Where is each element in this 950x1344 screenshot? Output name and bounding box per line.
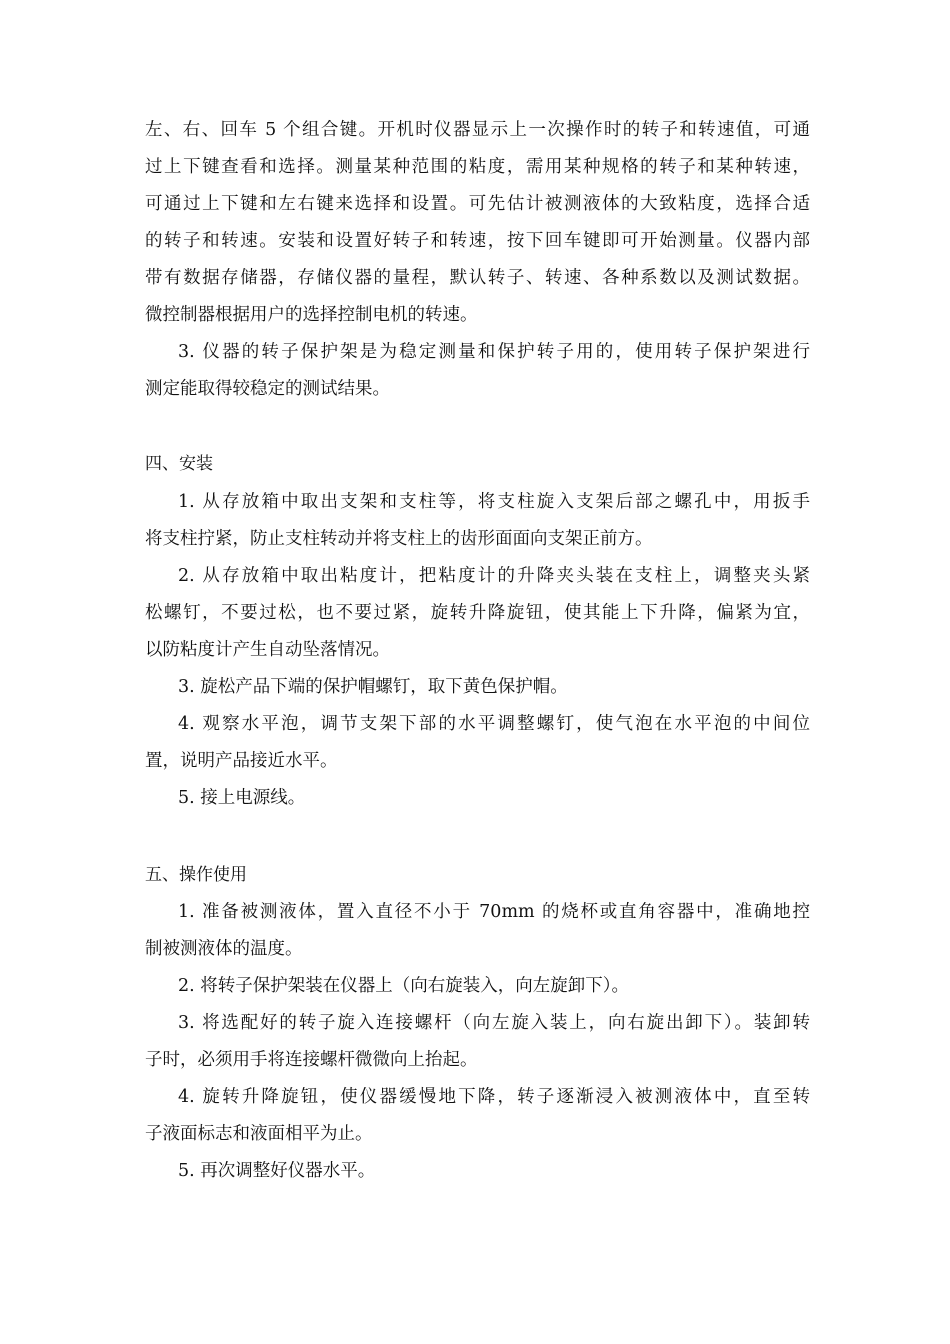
list-item-line: 5. 接上电源线。 (178, 788, 306, 808)
list-item-line: 松螺钉，不要过松，也不要过紧，旋转升降旋钮，使其能上下升降，偏紧为宜， (145, 603, 810, 623)
list-item-line: 1. 准备被测液体，置入直径不小于 70mm 的烧杯或直角容器中，准确地控 (178, 902, 810, 922)
list-item-line: 测定能取得较稳定的测试结果。 (145, 379, 390, 399)
section-heading: 四、安装 (145, 454, 213, 474)
list-item-line: 子时，必须用手将连接螺杆微微向上抬起。 (145, 1050, 478, 1070)
paragraph-line: 可通过上下键和左右键来选择和设置。可先估计被测液体的大致粘度，选择合适 (145, 194, 810, 214)
list-item-line: 5. 再次调整好仪器水平。 (178, 1161, 376, 1181)
list-item-line: 2. 从存放箱中取出粘度计，把粘度计的升降夹头装在支柱上，调整夹头紧 (178, 566, 810, 586)
section-heading: 五、操作使用 (145, 865, 247, 885)
list-item-line: 置，说明产品接近水平。 (145, 751, 338, 771)
list-item-line: 3. 旋松产品下端的保护帽螺钉，取下黄色保护帽。 (178, 677, 568, 697)
paragraph-line: 微控制器根据用户的选择控制电机的转速。 (145, 305, 478, 325)
list-item-line: 3. 将选配好的转子旋入连接螺杆（向左旋入装上，向右旋出卸下）。装卸转 (178, 1013, 810, 1033)
list-item-line: 以防粘度计产生自动坠落情况。 (145, 640, 390, 660)
paragraph-line: 过上下键查看和选择。测量某种范围的粘度，需用某种规格的转子和某种转速， (145, 157, 810, 177)
list-item-line: 4. 旋转升降旋钮，使仪器缓慢地下降，转子逐渐浸入被测液体中，直至转 (178, 1087, 810, 1107)
paragraph-line: 带有数据存储器，存储仪器的量程，默认转子、转速、各种系数以及测试数据。 (145, 268, 810, 288)
list-item-line: 子液面标志和液面相平为止。 (145, 1124, 373, 1144)
list-item-line: 制被测液体的温度。 (145, 939, 303, 959)
list-item-line: 将支柱拧紧，防止支柱转动并将支柱上的齿形面面向支架正前方。 (145, 529, 653, 549)
list-item-line: 4. 观察水平泡，调节支架下部的水平调整螺钉，使气泡在水平泡的中间位 (178, 714, 810, 734)
paragraph-line: 的转子和转速。安装和设置好转子和转速，按下回车键即可开始测量。仪器内部 (145, 231, 810, 251)
list-item-line: 1. 从存放箱中取出支架和支柱等，将支柱旋入支架后部之螺孔中，用扳手 (178, 492, 810, 512)
paragraph-line: 左、右、回车 5 个组合键。开机时仪器显示上一次操作时的转子和转速值，可通 (145, 120, 810, 140)
list-item-line: 3. 仪器的转子保护架是为稳定测量和保护转子用的，使用转子保护架进行 (178, 342, 810, 362)
list-item-line: 2. 将转子保护架装在仪器上（向右旋装入，向左旋卸下）。 (178, 976, 630, 996)
